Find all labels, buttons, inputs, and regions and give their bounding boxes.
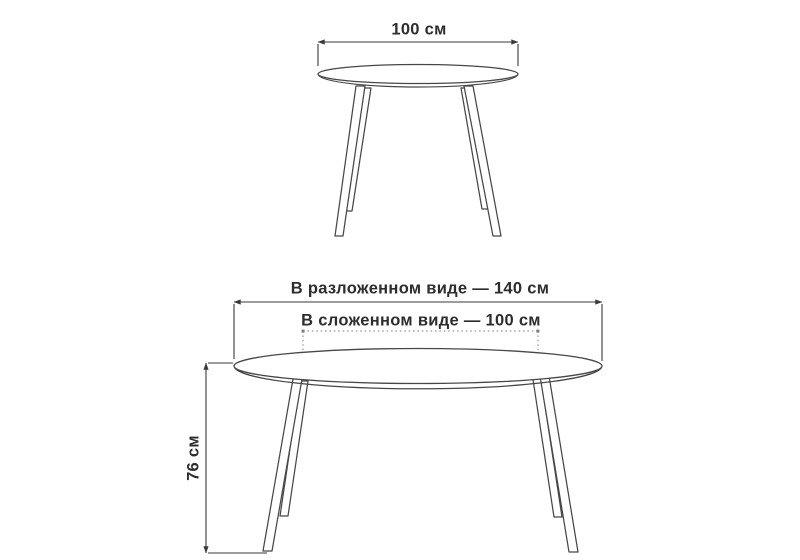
- table-front-leg: [335, 86, 365, 236]
- unfolded-table-view: [206, 302, 602, 553]
- top-width-dimension-label: 100 см: [391, 20, 447, 39]
- unfolded-tabletop: [234, 349, 602, 389]
- top-width-dimension-line: [318, 42, 518, 66]
- folded-table-view: [318, 42, 518, 236]
- extended-width-dimension-label: В разложенном виде — 140 см: [290, 279, 550, 298]
- folded-width-dimension-label: В сложенном виде — 100 см: [301, 311, 541, 330]
- height-dimension-label: 76 см: [184, 435, 203, 481]
- table-front-leg: [464, 86, 501, 236]
- height-dimension-line: [206, 363, 267, 553]
- folded-tabletop: [318, 65, 518, 87]
